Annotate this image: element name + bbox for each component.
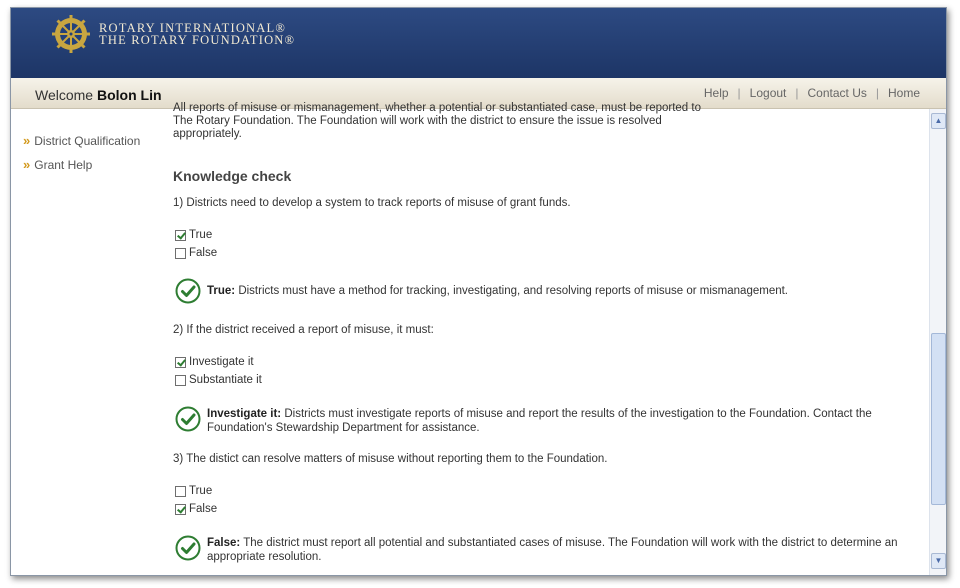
answer-explanation: Districts must investigate reports of misuse and report the results of the investigation to the Foundation. Contact the Foundation's Stewardship Department for assistance. <box>207 408 872 434</box>
answer-label: Investigate it: <box>207 408 282 420</box>
answer-explanation: The district must report all potential and substantiated cases of misuse. The Foundation will work with the district to determine an appropriate resolution. <box>207 537 898 563</box>
checkbox-checked[interactable] <box>175 357 186 368</box>
brand-text[interactable] <box>99 22 295 46</box>
option-q1-false[interactable] <box>175 246 217 260</box>
scroll-down-button[interactable]: ▼ <box>931 553 946 569</box>
rotary-wheel-icon[interactable] <box>51 14 91 54</box>
checkbox[interactable] <box>175 375 186 386</box>
intro-line-1: All reports of misuse or mismanagement, whether a potential or substantiated case, must be reported to <box>173 102 701 114</box>
help-link[interactable]: Help <box>703 86 729 100</box>
browser-window <box>10 7 947 576</box>
site-header <box>11 8 946 78</box>
answer-text <box>207 284 922 298</box>
welcome-message <box>35 87 162 103</box>
option-q1-true[interactable] <box>175 228 212 242</box>
option-q2-investigate[interactable] <box>175 355 254 369</box>
checkbox[interactable] <box>175 486 186 497</box>
question-3: 3) The distict can resolve matters of misuse without reporting them to the Foundation. <box>173 453 608 465</box>
answer-label: False: <box>207 537 241 549</box>
sidebar-item-label: Grant Help <box>34 158 93 172</box>
check-circle-icon <box>175 535 201 561</box>
separator: | <box>795 86 799 100</box>
home-link[interactable]: Home <box>887 86 920 100</box>
brand-line-2: THE ROTARY FOUNDATION® <box>99 33 296 47</box>
scroll-thumb[interactable] <box>931 333 946 505</box>
answer-text <box>207 407 922 435</box>
intro-line-2: The Rotary Foundation. The Foundation will work with the district to ensure the issue is resolved <box>173 115 662 127</box>
question-2: 2) If the district received a report of misuse, it must: <box>173 324 434 336</box>
check-circle-icon <box>175 278 201 304</box>
option-label: Investigate it <box>189 356 254 368</box>
option-label: False <box>189 503 218 515</box>
option-label: Substantiate it <box>189 374 262 386</box>
chevron-right-icon: » <box>23 157 31 172</box>
checkbox-checked[interactable] <box>175 230 186 241</box>
logout-link[interactable]: Logout <box>749 86 787 100</box>
intro-paragraph <box>173 102 733 141</box>
answer-text <box>207 536 922 564</box>
checkbox-checked[interactable] <box>175 504 186 515</box>
answer-label: True: <box>207 285 236 297</box>
vertical-scrollbar[interactable] <box>929 109 946 575</box>
option-q3-true[interactable] <box>175 484 212 498</box>
intro-line-3: appropriately. <box>173 128 242 140</box>
option-label: False <box>189 247 218 259</box>
separator: | <box>875 86 879 100</box>
chevron-right-icon: » <box>23 133 31 148</box>
scroll-up-button[interactable]: ▲ <box>931 113 946 129</box>
answer-explanation: Districts must have a method for tracking, investigating, and resolving reports of misuse or mismanagement. <box>235 285 789 297</box>
sidebar <box>11 109 161 575</box>
sidebar-item-grant-help[interactable] <box>23 157 92 172</box>
question-1: 1) Districts need to develop a system to track reports of misuse of grant funds. <box>173 197 571 209</box>
check-circle-icon <box>175 406 201 432</box>
option-q3-false[interactable] <box>175 502 217 516</box>
main-content <box>173 102 928 575</box>
brand-line-1: ROTARY INTERNATIONAL® <box>99 21 287 35</box>
top-links <box>704 86 920 100</box>
contact-us-link[interactable]: Contact Us <box>807 86 867 100</box>
welcome-prefix: Welcome <box>35 87 94 103</box>
sidebar-item-label: District Qualification <box>34 134 141 148</box>
section-heading: Knowledge check <box>173 168 292 184</box>
option-label: True <box>189 229 213 241</box>
option-label: True <box>189 485 213 497</box>
separator: | <box>737 86 741 100</box>
sidebar-item-district-qualification[interactable] <box>23 133 140 148</box>
option-q2-substantiate[interactable] <box>175 373 262 387</box>
checkbox[interactable] <box>175 248 186 259</box>
user-name: Bolon Lin <box>96 87 162 103</box>
